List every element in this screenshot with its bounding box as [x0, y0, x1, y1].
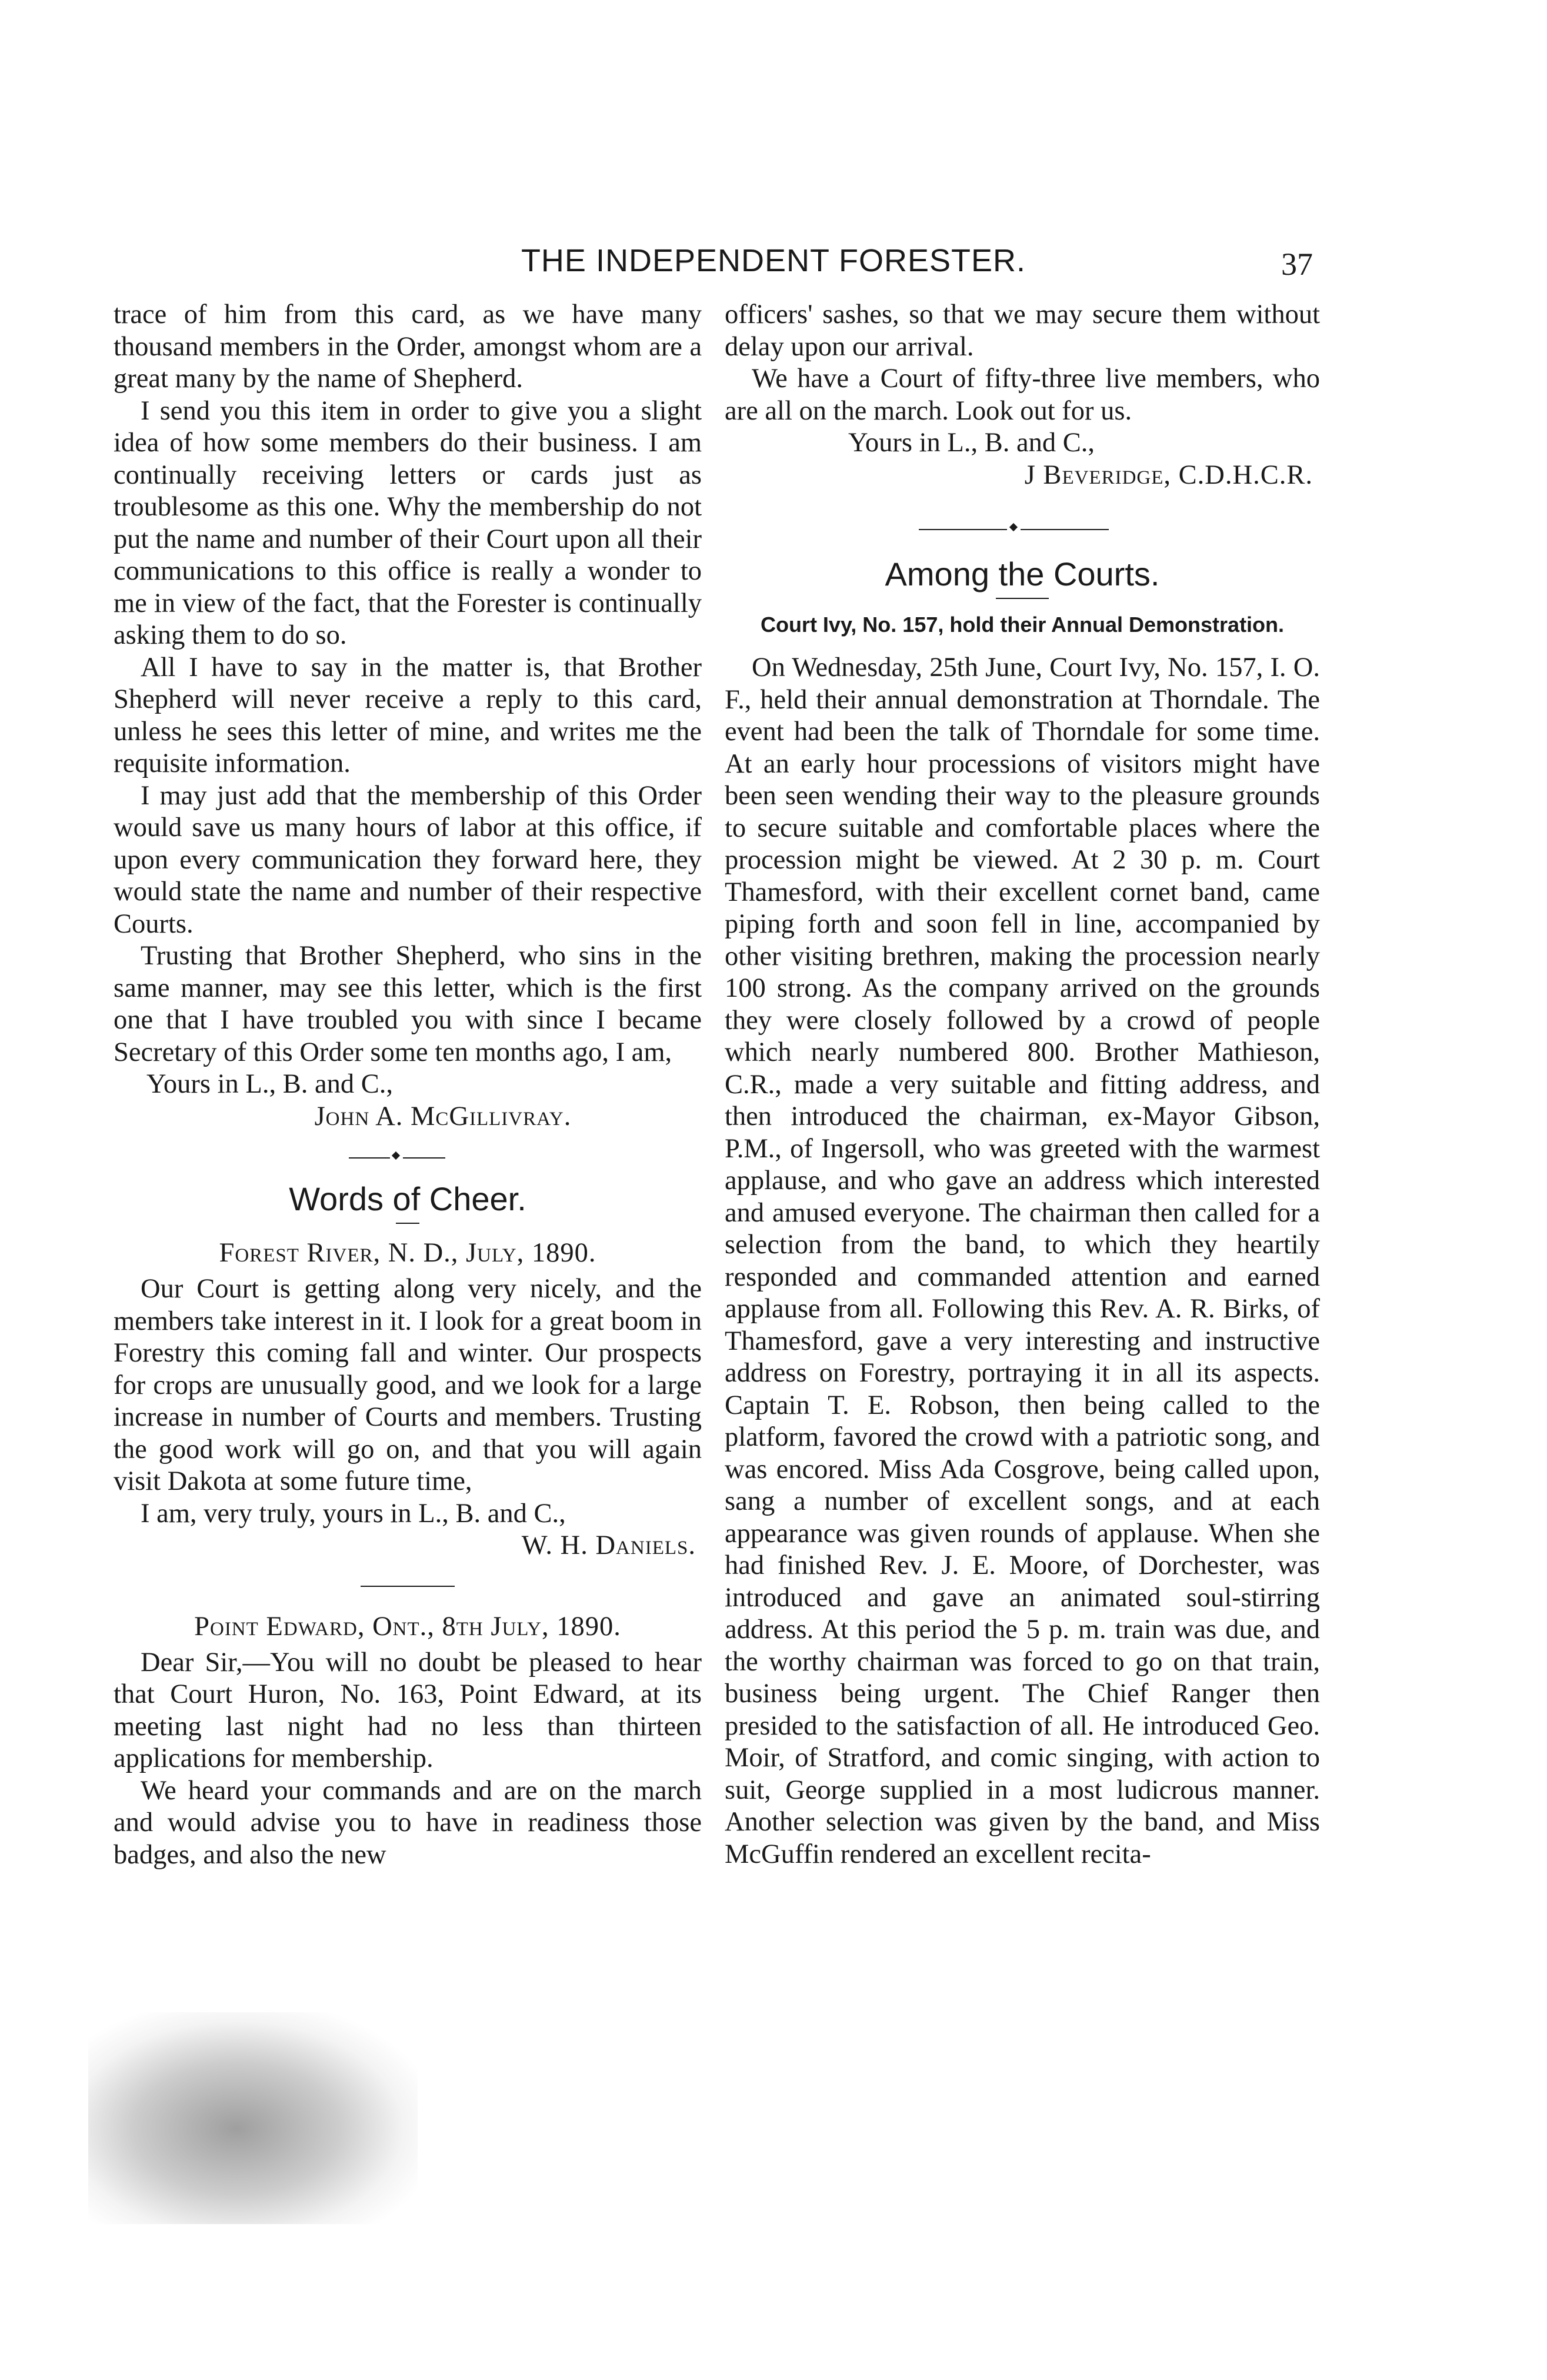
paragraph: We have a Court of fifty-three live members, who are all on the march. Look out for us.	[725, 364, 1320, 426]
paragraph: I may just add that the membership of this Order would save us many hours of labor at this office, if upon every communication they forward here, they would state the name and number of their respective Courts.	[114, 780, 702, 939]
section-divider	[725, 515, 1320, 543]
paragraph: Our Court is getting along very nicely, and the members take interest in it. I look for a great boom in Forestry this coming fall and winter. Our prospects for crops are unusually good, and we look for a large increase in number of Courts and members. Trusting the good work will go on, and that you will again visit Dakota at some future time,	[114, 1274, 702, 1496]
section-divider	[114, 1143, 702, 1171]
dateline: Point Edward, Ont., 8th July, 1890.	[194, 1611, 621, 1642]
running-title: THE INDEPENDENT FORESTER.	[521, 243, 1026, 278]
section-title: Words of Cheer.	[289, 1180, 526, 1217]
closing-line: Yours in L., B. and C.,	[146, 1069, 393, 1099]
closing-line: I am, very truly, yours in L., B. and C.,	[141, 1498, 566, 1529]
dateline: Forest River, N. D., July, 1890.	[219, 1238, 596, 1268]
right-column	[725, 299, 1320, 1870]
title-rule	[396, 1223, 419, 1224]
paragraph: On Wednesday, 25th June, Court Ivy, No. 157, I. O. F., held their annual demonstration at Thorndale. The event had been the talk of Thorndale for some time. At an early hour processions of visitors might have been seen wending their way to the pleasure grounds to secure suitable and comfortable places where the procession might be viewed. At 2 30 p. m. Court Thamesford, with their excellent cornet band, came piping forth and soon fell in line, accompanied by other visiting brethren, making the procession nearly 100 strong. As the company arrived on the grounds they were closely followed by a crowd of people which nearly numbered 800. Brother Mathieson, C.R., made a very suitable and fitting address, and then introduced the chairman, ex-Mayor Gibson, P.M., of Ingersoll, who was greeted with the warmest applause, and who gave an address which interested and amused everyone. The chairman then called for a selection from the band, to which they heartily responded and commanded attention and earned applause from all. Following this Rev. A. R. Birks, of Thamesford, gave a very interesting and instructive address on Forestry, portraying it in all its aspects. Captain T. E. Robson, then being called to the platform, favored the crowd with a patriotic song, and was encored. Miss Ada Cosgrove, being called upon, sang a number of excellent songs, and at each appearance was given rounds of applause. When she had finished Rev. J. E. Moore, of Dorchester, was introduced and gave an animated soul-stirring address. At this period the 5 p. m. train was due, and the worthy chairman was forced to go on that train, business being urgent. The Chief Ranger then presided to the satisfaction of all. He introduced Geo. Moir, of Stratford, and comic singing, with action to suit, George supplied in a most ludicrous manner. Another selection was given by the band, and Miss McGuffin rendered an excellent recita-	[725, 653, 1320, 1869]
left-column	[114, 299, 702, 1871]
paragraph: Dear Sir,—You will no doubt be pleased to hear that Court Huron, No. 163, Point Edward, at its meeting last night had no less than thirteen applications for membership.	[114, 1647, 702, 1773]
paragraph: All I have to say in the matter is, that Brother Shepherd will never receive a reply to this card, unless he sees this letter of mine, and writes me the requisite information.	[114, 652, 702, 778]
title-rule	[996, 598, 1049, 599]
signature: W. H. Daniels.	[521, 1530, 696, 1560]
section-divider	[361, 1586, 455, 1587]
page-number: 37	[1281, 247, 1313, 282]
page-header	[0, 242, 1547, 284]
paragraph: We heard your commands and are on the march and would advise you to have in readiness those badges, and also the new	[114, 1775, 702, 1870]
paragraph: Trusting that Brother Shepherd, who sins in the same manner, may see this letter, which is the first one that I have troubled you with since I became Secretary of this Order some ten months ago, I am,	[114, 941, 702, 1067]
section-title: Among the Courts.	[885, 555, 1160, 592]
paragraph: trace of him from this card, as we have many thousand members in the Order, amongst whom are a great many by the name of Shepherd.	[114, 299, 702, 394]
closing-line: Yours in L., B. and C.,	[848, 428, 1095, 458]
paragraph: I send you this item in order to give you a slight idea of how some members do their business. I am continually receiving letters or cards just as troublesome as this one. Why the membership do not put the name and number of their Court upon all their communications to this office is really a wonder to me in view of the fact, that the Forester is continually asking them to do so.	[114, 395, 702, 650]
ink-smudge	[88, 2012, 418, 2224]
paragraph: officers' sashes, so that we may secure them without delay upon our arrival.	[725, 299, 1320, 362]
signature: John A. McGillivray.	[314, 1101, 572, 1131]
signature: J Beveridge, C.D.H.C.R.	[1024, 460, 1313, 490]
sub-headline: Court Ivy, No. 157, hold their Annual Demonstration.	[760, 613, 1285, 637]
